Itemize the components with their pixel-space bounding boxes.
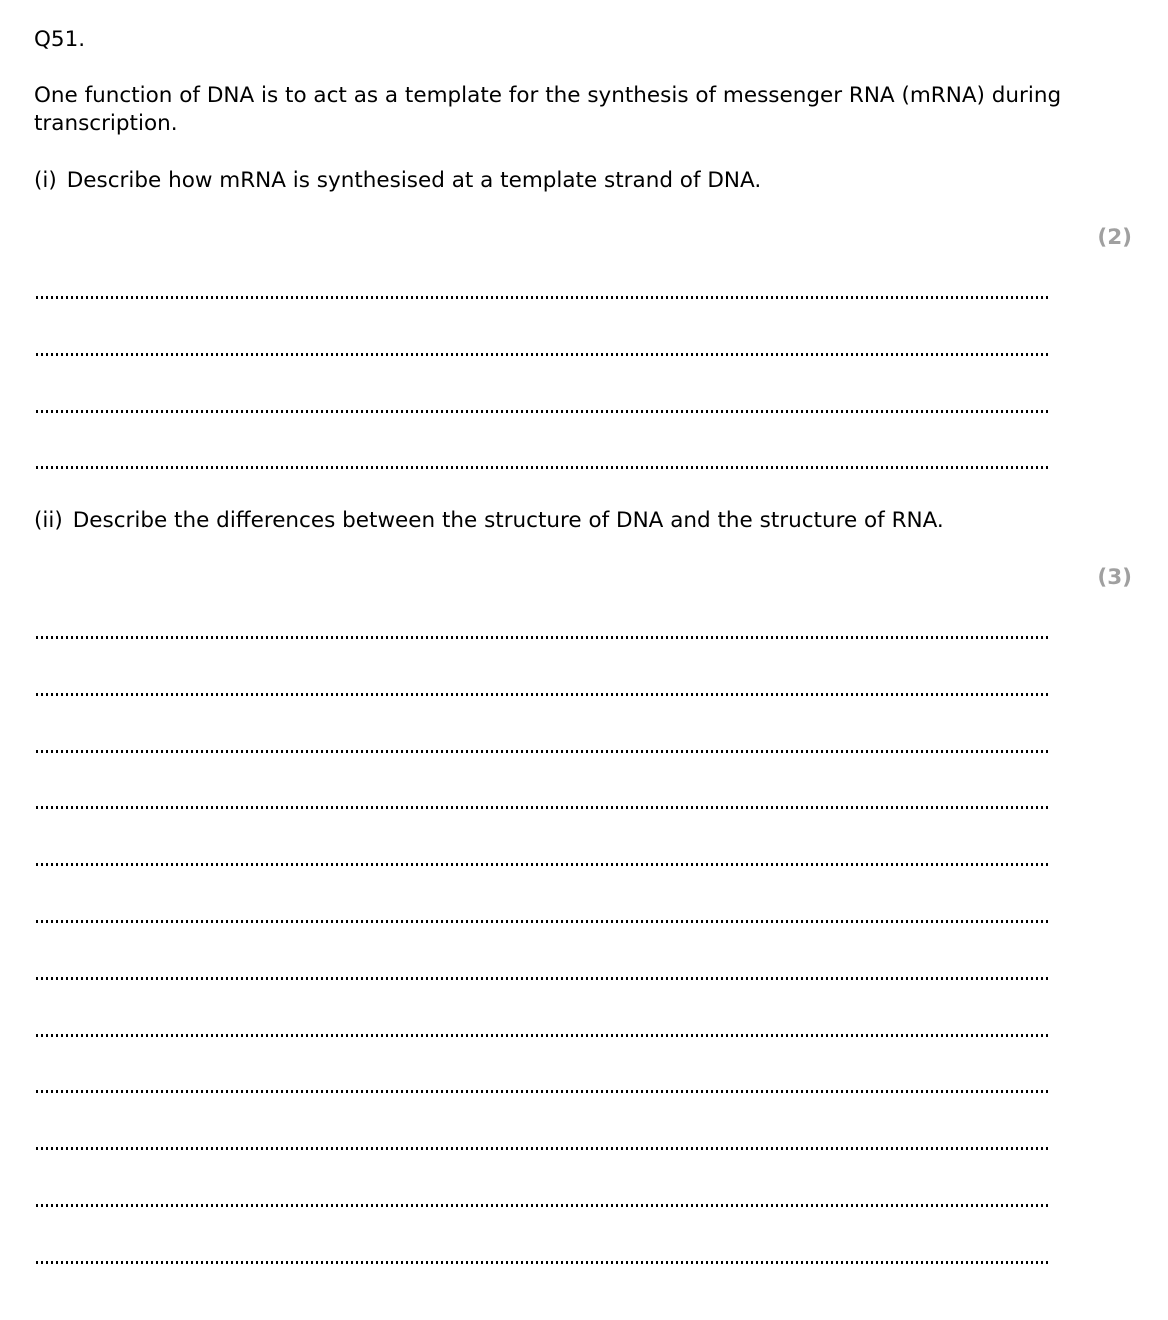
answer-line[interactable] [36,410,1051,413]
answer-line[interactable] [36,353,1051,356]
answer-line[interactable] [36,296,1051,299]
part-i-text: Describe how mRNA is synthesised at a template strand of DNA. [66,168,762,193]
part-i-label: (i) [34,168,57,193]
answer-line[interactable] [36,1204,1051,1207]
answer-line[interactable] [36,920,1051,923]
answer-line[interactable] [36,1147,1051,1150]
answer-line[interactable] [36,1034,1051,1037]
answer-line[interactable] [36,1090,1051,1093]
answer-line[interactable] [36,863,1051,866]
answer-line[interactable] [36,750,1051,753]
answer-line[interactable] [36,466,1051,469]
answer-line[interactable] [36,636,1051,639]
question-number: Q51. [34,27,86,52]
part-ii-prompt [34,507,944,535]
answer-line[interactable] [36,806,1051,809]
answer-line[interactable] [36,1261,1051,1264]
question-intro: One function of DNA is to act as a template for the synthesis of messenger RNA (mRNA) during transcription. [34,83,1062,136]
part-ii-label: (ii) [34,508,63,533]
part-i-prompt [34,167,761,195]
part-ii-marks: (3) [1097,565,1132,590]
answer-line[interactable] [36,977,1051,980]
part-i-marks: (2) [1097,225,1132,250]
part-ii-text: Describe the differences between the structure of DNA and the structure of RNA. [72,508,944,533]
answer-line[interactable] [36,693,1051,696]
